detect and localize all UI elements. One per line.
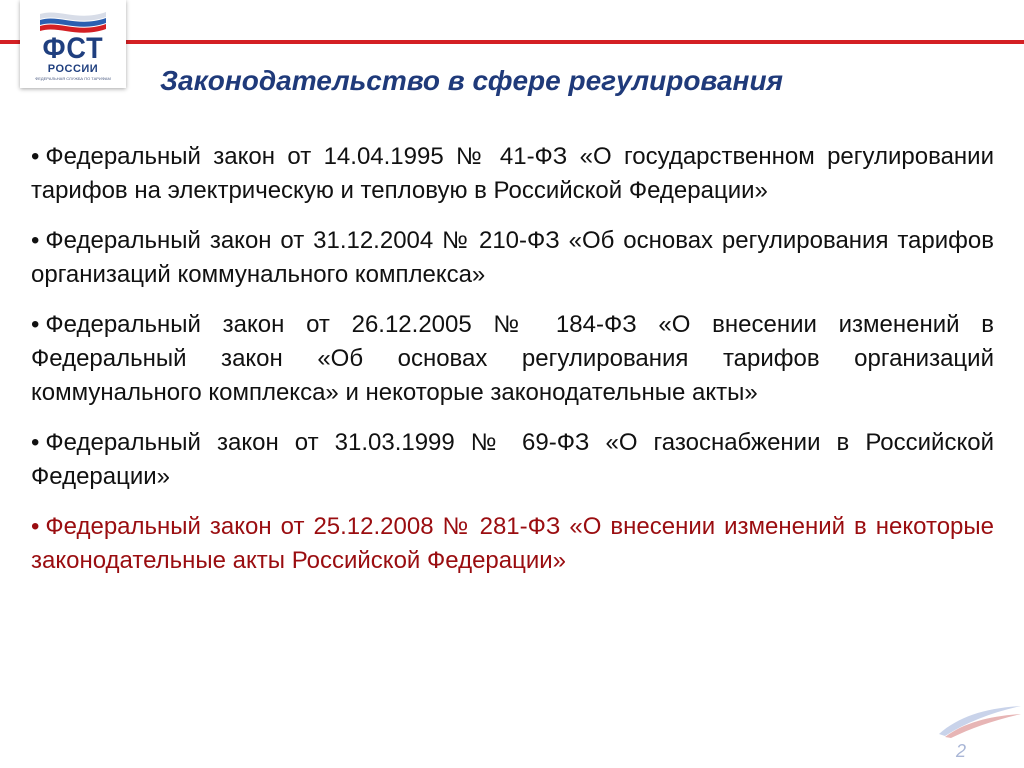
header-accent-line (0, 40, 1024, 44)
logo-main-text: ФСТ (42, 32, 104, 65)
logo-sub-text: РОССИИ (47, 63, 99, 75)
laws-list (31, 140, 994, 594)
law-item-text: Федеральный закон от 26.12.2005 № 184-ФЗ «О внесении изменений в Федеральный закон «Об основах регулирования тарифов организаций коммунального комплекса» и некоторые законодательные акты» (31, 311, 994, 406)
law-item-2 (31, 224, 994, 292)
page-number: 2 (956, 741, 967, 761)
swoosh-logo-icon (935, 700, 1024, 740)
bullet-icon: • (31, 513, 40, 540)
law-item-3 (31, 308, 994, 410)
law-item-text: Федеральный закон от 25.12.2008 № 281-ФЗ «О внесении изменений в некоторые законодательные акты Российской Федерации» (31, 513, 994, 574)
flag-wave-icon (38, 8, 108, 34)
fst-logo (20, 0, 126, 88)
law-item-text: Федеральный закон от 31.12.2004 № 210-ФЗ «Об основах регулирования тарифов организаций коммунального комплекса» (31, 227, 994, 288)
law-item-text: Федеральный закон от 14.04.1995 № 41-ФЗ «О государственном регулировании тарифов на электрическую и тепловую в Российской Федерации» (31, 143, 994, 204)
logo-tiny-text: ФЕДЕРАЛЬНАЯ СЛУЖБА ПО ТАРИФАМ (35, 77, 111, 81)
law-item-4 (31, 426, 994, 494)
bullet-icon: • (31, 227, 40, 254)
law-item-text: Федеральный закон от 31.03.1999 № 69-ФЗ «О газоснабжении в Российской Федерации» (31, 429, 994, 490)
law-item-5-highlighted (31, 510, 994, 578)
law-item-1 (31, 140, 994, 208)
bullet-icon: • (31, 429, 40, 456)
slide-title: Законодательство в сфере регулирования (160, 65, 784, 96)
bullet-icon: • (31, 311, 40, 338)
bullet-icon: • (31, 143, 40, 170)
